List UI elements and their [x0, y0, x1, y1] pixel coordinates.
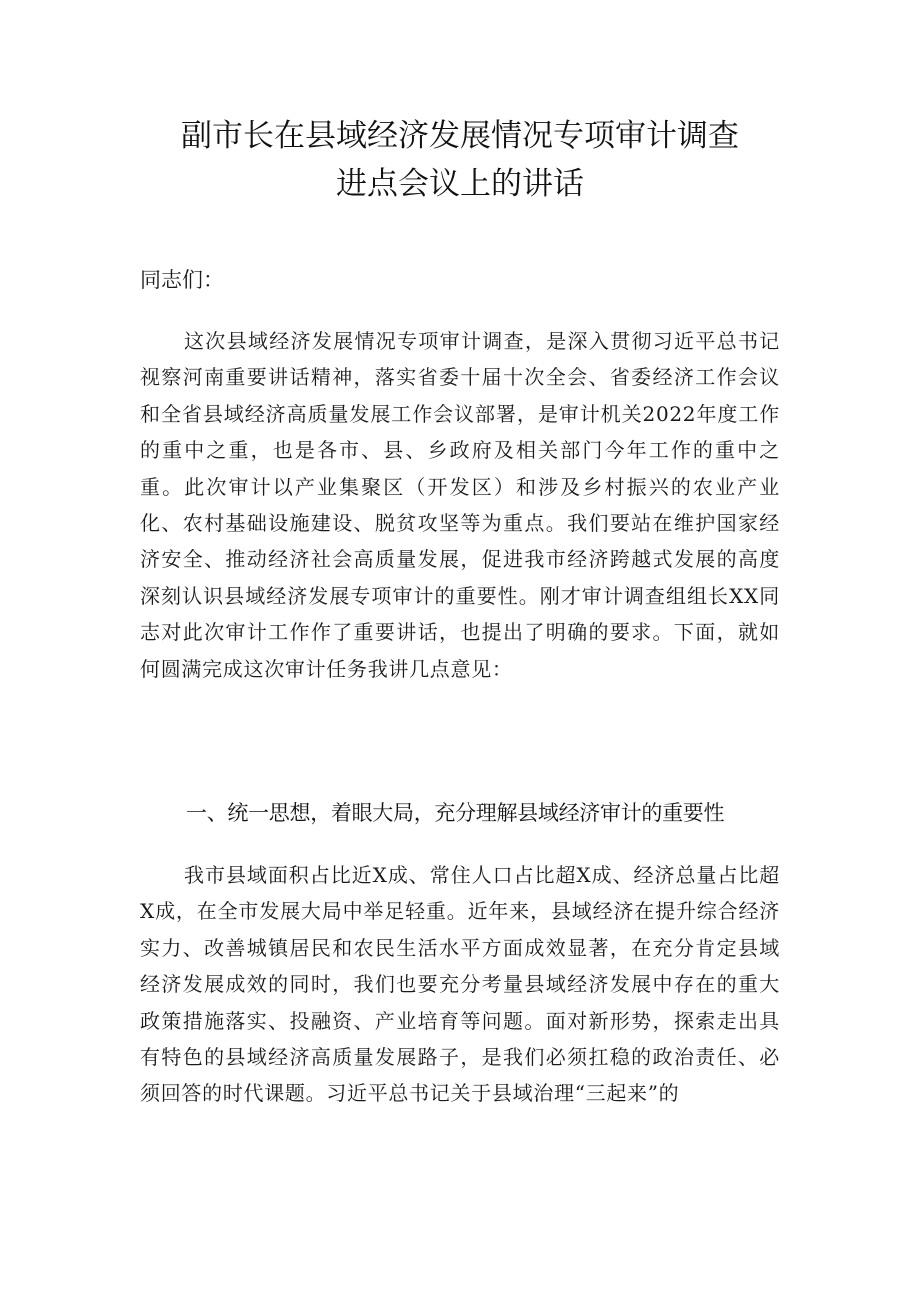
- greeting: 同志们：: [140, 268, 224, 292]
- paragraph-section-1: 我市县域面积占比近X成、常住人口占比超X成、经济总量占比超X成，在全市发展大局中举足轻重。近年来，县域经济在提升综合经济实力、改善城镇居民和农民生活水平方面成效显著，在充分肯定县域经济发展成效的同时，我们也要充分考量县域经济发展中存在的重大政策措施落实、投融资、产业培育等问题。面对新形势，探索走出具有特色的县域经济高质量发展路子，是我们必须扛稳的政治责任、必须回答的时代课题。习近平总书记关于县域治理“三起来”的: [140, 863, 780, 1106]
- document-title-line-2: 进点会议上的讲话: [336, 166, 584, 202]
- paragraph-intro: 这次县域经济发展情况专项审计调查，是深入贯彻习近平总书记视察河南重要讲话精神，落实省委十届十次全会、省委经济工作会议和全省县域经济高质量发展工作会议部署，是审计机关2022年度工作的重中之重，也是各市、县、乡政府及相关部门今年工作的重中之重。此次审计以产业集聚区（开发区）和涉及乡村振兴的农业产业化、农村基础设施建设、脱贫攻坚等为重点。我们要站在维护国家经济安全、推动经济社会高质量发展，促进我市经济跨越式发展的高度深刻认识县域经济发展专项审计的重要性。刚才审计调查组组长XX同志对此次审计工作作了重要讲话，也提出了明确的要求。下面，就如何圆满完成这次审计任务我讲几点意见：: [140, 329, 780, 681]
- document-title-line-1: 副市长在县域经济发展情况专项审计调查: [181, 118, 739, 154]
- section-heading-1: 一、统一思想，着眼大局，充分理解县域经济审计的重要性: [186, 801, 725, 825]
